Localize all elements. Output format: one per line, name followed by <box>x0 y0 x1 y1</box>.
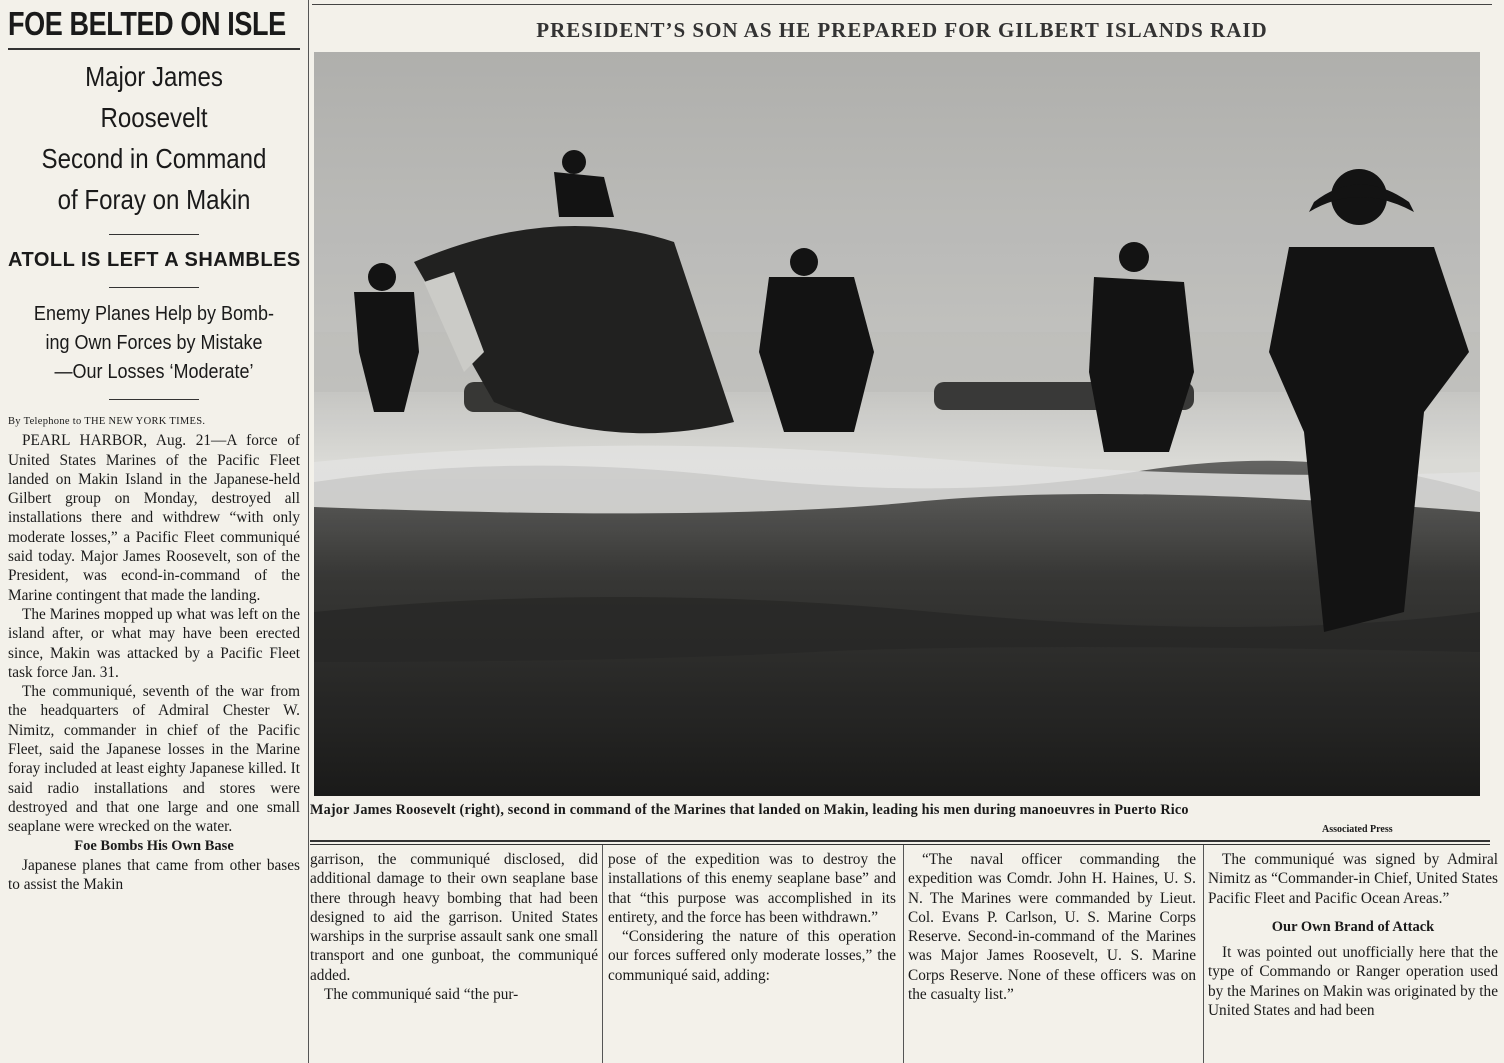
column-rule <box>1203 845 1204 1063</box>
deck-rule <box>109 234 199 235</box>
news-photo <box>314 52 1480 796</box>
deck-tertiary <box>23 300 286 387</box>
deck-primary-line: of Foray on Makin <box>57 184 251 215</box>
article-column-2 <box>310 850 598 1063</box>
column-rule <box>903 845 904 1063</box>
deck-primary-line: Major James Roosevelt <box>85 61 223 133</box>
deck-primary-line: Second in Command <box>41 143 267 174</box>
column-rule <box>602 845 603 1063</box>
article-paragraph: “Considering the nature of this operation our forces suffered only moderate losses,” the communiqué said, adding: <box>608 928 896 984</box>
photo-credit: Associated Press <box>1322 824 1393 835</box>
byline: By Telephone to THE NEW YORK TIMES. <box>8 416 206 427</box>
article-paragraph: PEARL HARBOR, Aug. 21—A force of United States Marines of the Pacific Fleet landed on Makin Island in the Japanese-held Gilbert group on Monday, destroyed all installations there and withdrew “with only moderate losses,” a Pacific Fleet communiqué said today. Major James Roosevelt, son of the President, was econd-in-command of the Marine contingent that made the landing. <box>8 432 300 604</box>
article-paragraph: The Marines mopped up what was left on the island after, or what may have been erected since, Makin was attacked by a Pacific Fleet task force Jan. 31. <box>8 605 300 681</box>
caption-rule <box>310 840 1490 842</box>
deck-rule <box>109 399 199 400</box>
deck-rule <box>109 287 199 288</box>
subhead: Our Own Brand of Attack <box>1271 918 1435 935</box>
photo-title: PRESIDENT’S SON AS HE PREPARED FOR GILBERT ISLANDS RAID <box>536 18 1268 42</box>
subhead: Foe Bombs His Own Base <box>74 837 234 854</box>
photo-caption: Major James Roosevelt (right), second in command of the Marines that landed on Makin, leading his men during manoeuvres in Puerto Rico <box>310 802 1189 818</box>
article-paragraph: It was pointed out unofficially here that the type of Commando or Ranger operation used by the Marines on Makin was originated by the United States and had been <box>1208 944 1498 1020</box>
article-paragraph: pose of the expedition was to destroy the installations of this enemy seaplane base” and that “this purpose was accomplished in its entirety, and the force has been withdrawn.” <box>608 851 896 926</box>
column-rule <box>308 0 309 1063</box>
deck-tertiary-line: Enemy Planes Help by Bomb- <box>33 303 275 325</box>
article-paragraph: The communiqué said “the pur- <box>324 986 519 1004</box>
article-column-3 <box>608 850 896 1063</box>
deck-primary <box>28 56 279 220</box>
deck-secondary: ATOLL IS LEFT A SHAMBLES <box>8 249 301 271</box>
article-paragraph: The communiqué was signed by Admiral Nimitz as “Commander-in Chief, United States Pacific Fleet and Pacific Ocean Areas.” <box>1208 851 1498 907</box>
deck-tertiary-line: ing Own Forces by Mistake <box>45 332 263 354</box>
article-body <box>8 412 300 894</box>
headline: FOE BELTED ON ISLE <box>8 5 286 42</box>
article-column-5 <box>1208 850 1498 1063</box>
marines-wading-photo <box>314 52 1480 796</box>
headline-rule <box>8 48 300 50</box>
photo-top-rule <box>312 4 1492 5</box>
left-column <box>8 4 300 894</box>
caption-rule <box>310 844 1490 845</box>
article-paragraph: The communiqué, seventh of the war from the headquarters of Admiral Chester W. Nimitz, commander in chief of the Pacific Fleet, said the Japanese losses in the Marine foray included at least eighty Japanese killed. It said radio installations and stores were destroyed and that one large and one small seaplane were wrecked on the water. <box>8 683 300 836</box>
article-paragraph: garrison, the communiqué disclosed, did additional damage to their own seaplane base there through heavy bombing that had been designed to aid the garrison. United States warships in the surprise assault sank one small transport and one gunboat, the communiqué added. <box>310 851 598 984</box>
article-paragraph: “The naval officer commanding the expedition was Comdr. John H. Haines, U. S. N. The Marines were commanded by Lieut. Col. Evans P. Carlson, U. S. Marine Corps Reserve. Second-in-command of the Marines was Major James Roosevelt, U. S. Marine Corps Reserve. None of these officers was on the casualty list.” <box>908 851 1196 1004</box>
article-paragraph: Japanese planes that came from other bases to assist the Makin <box>8 856 300 894</box>
deck-tertiary-line: —Our Losses ‘Moderate’ <box>54 361 254 383</box>
article-column-4 <box>908 850 1196 1063</box>
